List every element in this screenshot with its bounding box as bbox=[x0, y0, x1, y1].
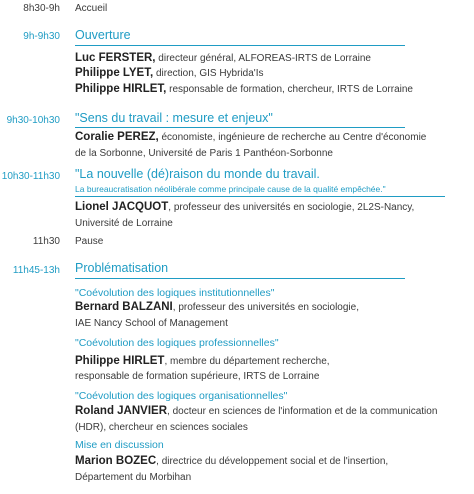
speaker-name: Philippe HIRLET bbox=[75, 355, 165, 367]
speaker-role: directeur général, ALFOREAS-IRTS de Lorraine bbox=[155, 53, 371, 64]
speaker-line bbox=[75, 405, 437, 418]
label-pause: Pause bbox=[75, 236, 104, 247]
time-session: 9h30-10h30 bbox=[6, 115, 60, 126]
time-session: 10h30-11h30 bbox=[1, 171, 60, 182]
section-problematisation: Problématisation bbox=[75, 261, 169, 275]
time-problematisation: 11h45-13h bbox=[12, 265, 60, 276]
speaker-role: , professeur des universités en sociologie, 2L2S-Nancy, bbox=[168, 202, 415, 213]
speaker-role-continued: Université de Lorraine bbox=[75, 218, 173, 229]
speaker-name: Roland JANVIER bbox=[75, 405, 168, 417]
speaker-line bbox=[75, 201, 414, 214]
speaker-line bbox=[75, 52, 371, 65]
speaker-line bbox=[75, 455, 388, 468]
speaker-line bbox=[75, 131, 426, 144]
section-rule bbox=[75, 45, 405, 46]
speaker-role: , membre du département recherche, bbox=[164, 356, 330, 367]
speaker-line bbox=[75, 67, 263, 80]
speaker-role-continued: de la Sorbonne, Université de Paris 1 Panthéon-Sorbonne bbox=[75, 148, 333, 159]
speaker-line bbox=[75, 301, 359, 314]
speaker-name: Philippe LYET, bbox=[75, 67, 154, 79]
section-sens-du-travail: "Sens du travail : mesure et enjeux" bbox=[75, 111, 273, 125]
section-rule bbox=[75, 196, 445, 197]
section-rule bbox=[75, 278, 405, 279]
subsection-title: "Coévolution des logiques professionnelles" bbox=[75, 337, 279, 349]
speaker-role: économiste, ingénieure de recherche au Centre d'économie bbox=[158, 132, 427, 143]
speaker-name: Marion BOZEC bbox=[75, 455, 157, 467]
subsection-title: "Coévolution des logiques organisationnelles" bbox=[75, 390, 288, 402]
subsection-title: "Coévolution des logiques institutionnelles" bbox=[75, 287, 275, 299]
speaker-role: , professeur des universités en sociologie, bbox=[172, 302, 359, 313]
speaker-role: , docteur en sciences de l'information et de la communication bbox=[167, 406, 438, 417]
speaker-role-continued: IAE Nancy School of Management bbox=[75, 318, 228, 329]
speaker-line bbox=[75, 83, 413, 96]
time-pause: 11h30 bbox=[32, 236, 60, 247]
speaker-name: Luc FERSTER, bbox=[75, 52, 156, 64]
section-rule bbox=[75, 127, 405, 128]
speaker-line bbox=[75, 355, 330, 368]
speaker-role: responsable de formation, chercheur, IRTS de Lorraine bbox=[166, 84, 413, 95]
time-accueil: 8h30-9h bbox=[23, 3, 60, 14]
subsection-title: Mise en discussion bbox=[75, 439, 164, 451]
section-deraison: "La nouvelle (dé)raison du monde du travail. bbox=[75, 167, 320, 181]
section-ouverture: Ouverture bbox=[75, 28, 131, 42]
speaker-name: Philippe HIRLET, bbox=[75, 83, 167, 95]
speaker-role-continued: (HDR), chercheur en sciences sociales bbox=[75, 422, 248, 433]
speaker-role: , directrice du développement social et de l'insertion, bbox=[156, 456, 389, 467]
label-accueil: Accueil bbox=[75, 3, 108, 14]
time-ouverture: 9h-9h30 bbox=[23, 31, 60, 42]
speaker-role: direction, GIS Hybrida'Is bbox=[153, 68, 264, 79]
section-subtitle: La bureaucratisation néolibérale comme principale cause de la qualité empêchée." bbox=[75, 184, 386, 194]
speaker-role-continued: responsable de formation supérieure, IRTS de Lorraine bbox=[75, 371, 320, 382]
speaker-name: Bernard BALZANI bbox=[75, 301, 173, 313]
speaker-role-continued: Département du Morbihan bbox=[75, 472, 192, 483]
speaker-name: Coralie PEREZ, bbox=[75, 131, 159, 143]
speaker-name: Lionel JACQUOT bbox=[75, 201, 169, 213]
